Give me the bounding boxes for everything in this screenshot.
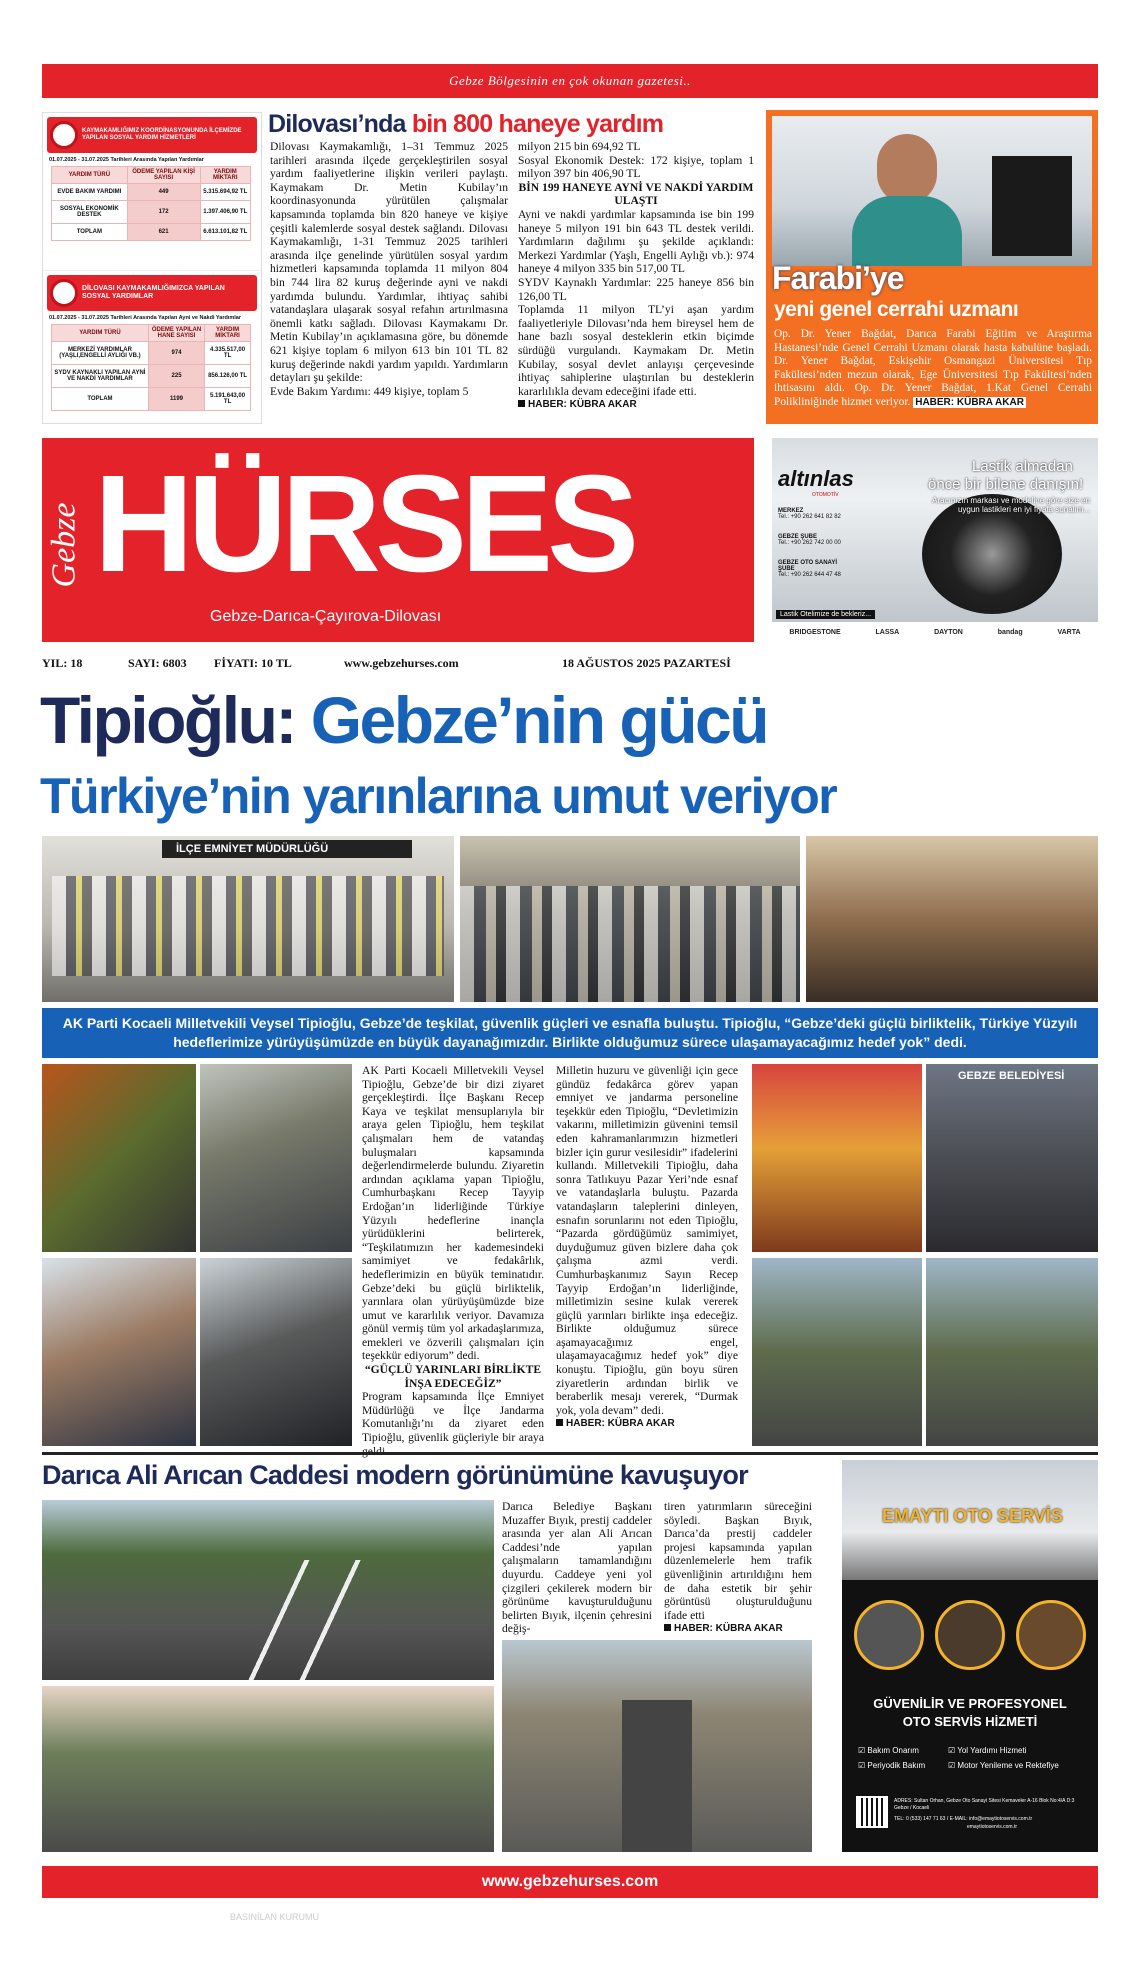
issue-price: FİYATI: 10 TL — [214, 656, 292, 670]
darica-headline: Darıca Ali Arıcan Caddesi modern görünümüne kavuşuyor — [42, 1460, 748, 1490]
photo-group — [460, 836, 800, 1002]
card1-table: YARDIM TÜRÜ ÖDEME YAPILAN KİŞİ SAYISI YARDIM MİKTARI EVDE BAKIM YARDIMI 449 5.315.694,92 TL SOSYAL EKONOMİK DESTEK 172 1.397.406,90 TL TOPLAM 621 6.613.101,82 TL — [51, 166, 251, 241]
footer-bar — [42, 1866, 1098, 1898]
section-divider — [42, 1452, 1098, 1455]
service-photo — [1016, 1600, 1086, 1670]
masthead-name: HÜRSES — [94, 447, 634, 601]
altinlas-blurb: Aracınızın markası ve modeline göre size en uygun lastikleri en iyi fiyata sunalım... — [932, 496, 1090, 514]
altinlas-logo: altınlas — [778, 466, 854, 491]
altinlas-ad: altınlas OTOMOTİV Lastik almadan önce bir bilene danışın! Aracınızın markası ve modeline göre size en uygun lastikleri en iyi fiyata sunalım... MERKEZ Tel.: +90 262 641 82 82 GEBZE ŞUBE Tel.: +90 262 742 00 00 GEBZE OTO SANAYİ ŞUBE Tel.: +90 262 644 47 48 Lastik Otelimize de bekleriz... BRIDGESTONE LASSA DAYTON bandag VARTA — [772, 438, 1098, 642]
photo-street-aerial — [502, 1640, 812, 1852]
masthead — [42, 438, 754, 642]
photo-fruit-stall — [752, 1064, 922, 1252]
dilovasi-subhead: BİN 199 HANEYE AYNİ VE NAKDİ YARDIM ULAŞTI — [518, 180, 754, 208]
dilovasi-col-2: milyon 215 bin 694,92 TL Sosyal Ekonomik Destek: 172 kişiye, toplam 1 milyon 397 bin 406,90 TL BİN 199 HANEYE AYNİ VE NAKDİ YARDIM ULAŞTI Ayni ve nakdi yardımlar kapsamında ise bin 199 haneye 5 milyon 191 bin 643 TL destek verildi. Yardımların dağılımı şu şekilde açıklandı: Merkezi Yardımlar (Yaşlı, Engelli Aylığı vb.): 974 haneye 4 milyon 335 bin 517,00 TL SYDV Kaynaklı Yardımlar: 225 haneye 856 bin 126,00 TL Toplamda 11 milyon TL’yi aşan yardım faaliyetleriyle Dilovası’nda hem bireysel hem de hane bazlı sosyal desteklerin etkin biçimde sürdüğü vurgulandı. Kaymakam Dr. Metin Kubilay, sosyal devlet anlayışı çerçevesinde ihtiyaç sahiplerine ulaştırılan bu desteklerin kararlılıkla devam edeceğini ifade etti. HABER: KÜBRA AKAR — [518, 140, 754, 411]
farabi-title-2: yeni genel cerrahi uzmanı — [774, 298, 1019, 321]
farabi-title-1: Farabi’ye — [772, 260, 904, 296]
card2-table: YARDIM TÜRÜ ÖDEME YAPILAN HANE SAYISI YARDIM MİKTARI MERKEZİ YARDIMLAR (YAŞLI,ENGELLİ AYLIĞI VB.) 974 4.335.517,00 TL SYDV KAYNAKLI YAPILAN AYNİ VE NAKDİ YARDIMLAR 225 856.126,00 TL TOPLAM 1199 5.191.643,00 TL — [51, 324, 251, 411]
photo-municipality — [926, 1064, 1098, 1252]
altinlas-head-1: Lastik almadan — [972, 458, 1073, 475]
emayti-address: ADRES: Sultan Orhan, Gebze Oto Sanayi Sitesi Kemaveler A-16 Blok No:4/A D:3 Gebze / Kocaeli — [894, 1798, 1075, 1811]
issue-bar — [42, 656, 754, 672]
photo-market-6 — [926, 1258, 1098, 1446]
main-subhead: “GÜÇLÜ YARINLARI BİRLİKTE İNŞA EDECEĞİZ” — [364, 1363, 542, 1390]
brand-strip: BRIDGESTONE LASSA DAYTON bandag VARTA — [772, 622, 1098, 642]
service-photos — [854, 1600, 1086, 1670]
farabi-box — [766, 110, 1098, 424]
darica-col-2: tiren yatırımların süreceğini söyledi. Başkan Bıyık, Darıca’da prestij caddeler projesi kapsamında yapılan düzenlemelerle hem trafik güvenliğinin artırıldığını hem de daha estetik bir şehir görüntüsü oluşturulduğunu ifade etti HABER: KÜBRA AKAR — [664, 1500, 812, 1635]
doctor-photo — [772, 116, 1092, 266]
darica-col-1: Darıca Belediye Başkanı Muzaffer Bıyık, prestij caddeler arasında yer alan Ali Arıcan Caddesi’nde yapılan çalışmaların tamamlandığını duyurdu. Caddeye yeni yol çizgileri çekilerek modern bir görünüme kavuşturulduğunu belirten Bıyık, ilçenin çehresini değiş- — [502, 1500, 652, 1636]
service-item: ☑ Yol Yardımı Hizmeti — [948, 1746, 1027, 1755]
card1-title: KAYMAKAMLIĞIMIZ KOORDİNASYONUNDA İLÇEMİZDE YAPILAN SOSYAL YARDIM HİZMETLERİ — [82, 128, 242, 141]
photo-street-2 — [42, 1686, 494, 1852]
municipality-sign: GEBZE BELEDİYESİ — [958, 1070, 1065, 1082]
emayti-head-2: OTO SERVİS HİZMETİ — [902, 1714, 1038, 1729]
footer-site[interactable]: www.gebzehurses.com — [481, 1873, 659, 1890]
gov-infographic — [42, 112, 262, 424]
photo-market-4 — [200, 1258, 352, 1446]
main-col-1: AK Parti Kocaeli Milletvekili Veysel Tipioğlu, Gebze’de bir dizi ziyaret gerçekleştirdi. İlçe Başkanı Recep Kaya ve teşkilat mensuplarıyla bir araya gelen Tipioğlu, hem teşkilat çalışmaları hem de vatandaş buluşmaları kapsamında değerlendirmelerde bulundu. Ziyaretin ardından açıklama yapan Tipioğlu, Cumhurbaşkanı Recep Tayyip Erdoğan’ın liderliğinde Türkiye Yüzyılı hedeflerine inançla yürüdüklerini belirterek, “Teşkilatımızın her kademesindeki samimiyet ve fedakârlık, hedeflerimizin en büyük teminatıdır. Gebze’deki bu güçlü birliktelik, yarınlara olan yürüyüşümüzde bize umut ve kararlılık veriyor. Davamıza gönül vermiş tüm yol arkadaşlarımıza, emekleri ve özverili çalışmaları için teşekkür ediyorum” dedi. “GÜÇLÜ YARINLARI BİRLİKTE İNŞA EDECEĞİZ” Program kapsamında İlçe Emniyet Müdürlüğü ve İlçe Jandarma Komutanlığı’nı da ziyaret eden Tipioğlu, güvenlik güçleriyle bir araya — [362, 1064, 544, 1445]
farabi-body: Op. Dr. Yener Bağdat, Darıca Farabi Eğitim ve Araştırma Hastanesi’nde Genel Cerrahi Uzmanı olarak hasta kabulüne başladı. Dr. Yener Bağdat, Eskişehir Osmangazi Üniversitesi Tıp Fakültesi’nden mezun olarak, Ege Üniversitesi Tıp Fakültesi’nden ihtisasını aldı. Op. Dr. Yener Bağdat, 1.Kat Genel Cerrahi Polikliniğinde hizmet veriyor. HABER: KÜBRA AKAR — [774, 328, 1092, 408]
spot-bar — [42, 1008, 1098, 1058]
slogan: Gebze Bölgesinin en çok okunan gazetesi.. — [449, 73, 691, 88]
emayti-head-1: GÜVENİLİR VE PROFESYONEL — [873, 1696, 1067, 1711]
main-headline-1: Tipioğlu: Gebze’nin gücü — [40, 683, 768, 757]
top-banner — [42, 64, 1098, 98]
info-card-1 — [43, 117, 261, 271]
photo-shop — [806, 836, 1098, 1002]
photo-police — [42, 836, 454, 1002]
photo-street-1 — [42, 1500, 494, 1680]
issue-date: 18 AĞUSTOS 2025 PAZARTESİ — [562, 656, 731, 670]
service-item: ☑ Periyodik Bakım — [858, 1761, 926, 1770]
photo-market-2 — [200, 1064, 352, 1252]
farabi-byline: HABER: KÜBRA AKAR — [915, 396, 1024, 408]
service-list — [858, 1746, 1088, 1770]
dilovasi-col-1: Dilovası Kaymakamlığı, 1–31 Temmuz 2025 tarihleri arasında ilçede gerçekleştirilen sosyal yardım faaliyetlerine ilişkin verileri paylaştı. Kaymakam Dr. Metin Kubilay’ın koordinasyonunda yürütülen çalışmalar kapsamında toplamda bin 820 haneye ve kişiye çeşitli kalemlerde sosyal destek sağlandı. Dilovası Kaymakamlığı, 1-31 Temmuz 2025 tarihleri arasında ilçe genelinde yürütülen sosyal yardım hizmetleri kapsamında toplamda 11 milyon 804 bin 744 lira 82 kuruş değerinde ayni ve nakdi yardımda bulundu. Yardımlar, ihtiyaç sahibi vatandaşlara ulaşarak sosyal refahın artırılmasına önemli katkı sağladı. Dilovası Kaymakamı Dr. Metin Kubilay’ın açıklamasına göre, bu dönemde 621 kişiye toplam 6 milyon 613 bin 101 TL 82 kuruş değerinde nakdi yardım yapıldı. Yardımların detayları şu şekilde: Evde Bakım Yardımı: 449 kişiye, toplam 5 — [270, 140, 508, 398]
issue-number: SAYI: 6803 — [128, 656, 187, 670]
darica-byline: HABER: KÜBRA AKAR — [664, 1622, 812, 1636]
card2-title: DİLOVASI KAYMAKAMLIĞIMIZCA YAPILAN SOSYAL YARDIMLAR — [82, 285, 225, 300]
card2-period: 01.07.2025 - 31.07.2025 Tarihleri Arasında Yapılan Ayni ve Nakdi Yardımlar — [49, 315, 241, 321]
service-item: ☑ Motor Yenileme ve Rektefiye — [948, 1761, 1059, 1770]
issue-site[interactable]: www.gebzehurses.com — [344, 656, 459, 670]
branch-list: MERKEZ Tel.: +90 262 641 82 82 GEBZE ŞUBE Tel.: +90 262 742 00 00 GEBZE OTO SANAYİ ŞUBE Tel.: +90 262 644 47 48 — [778, 508, 841, 578]
service-item: ☑ Bakım Onarım — [858, 1746, 919, 1755]
main-headline-2: Türkiye’nin yarınlarına umut veriyor — [40, 768, 837, 824]
emayti-ad — [842, 1460, 1098, 1852]
service-photo — [854, 1600, 924, 1670]
main-col-2: Milletin huzuru ve güvenliği için gece gündüz fedakârca görev yapan emniyet ve jandarma personeline teşekkür eden Tipioğlu, “Devletimizin vakarını, milletimizin güvenini temsil eden kahramanlarımızın hizmetleri bizler için gurur vesilesidir” ifadelerini kullandı. Milletvekili Tipioğlu, daha sonra Tatlıkuyu Pazar Yeri’nde esnaf ve vatandaşlarla buluştu. Pazarda vatandaşların taleplerini dinleyen, esnafın sorunlarını not eden Tipioğlu, “Pazarda gördüğümüz samimiyet, duyduğumuz güven bizlere daha çok çalışma azmi verdi. Cumhurbaşkanımız Sayın Recep Tayyip Erdoğan’ın liderliğinde, milletimizin sesine kulak vererek güçlü yarınları birlikte inşa edeceğiz. Birlikte olduğumuz sürece aşamayacağımız engel, ulaşamayacağımız hedef yok” diye konuştu. Tipioğlu, gün boyu süren ziyaretlerin ardından birlik ve beraberlik mesajı vererek, “Durmak yok, yola devam” dedi. HABER: KÜBRA AKAR — [556, 1064, 738, 1430]
photo-market-3 — [42, 1258, 196, 1446]
card1-period: 01.07.2025 - 31.07.2025 Tarihleri Arasında Yapılan Yardımlar — [49, 157, 204, 163]
emayti-web: emaytiotoservis.com.tr — [966, 1824, 1017, 1830]
service-photo — [935, 1600, 1005, 1670]
info-card-2 — [43, 275, 261, 431]
emblem-icon — [50, 121, 78, 149]
issue-year: YIL: 18 — [42, 656, 83, 670]
watermark: BASINİLAN KURUMU — [230, 1912, 320, 1922]
qr-code-icon — [856, 1796, 888, 1828]
spot-text: AK Parti Kocaeli Milletvekili Veysel Tipioğlu, Gebze’de teşkilat, güvenlik güçleri ve esnafla buluştu. Tipioğlu, “Gebze’deki güçlü birliktelik, Türkiye Yüzyılı hedeflerimize yürüyüşümüzde en büyük dayanağımızdır. Birlikte olduğumuz sürece ulaşamayacağımız hedef yok” dedi. — [62, 1015, 1078, 1050]
altinlas-head-2: önce bir bilene danışın! — [928, 476, 1084, 493]
dilovasi-headline: Dilovası’nda bin 800 haneye yardım — [268, 110, 664, 138]
emblem-icon — [50, 279, 78, 307]
altinlas-footer: Lastik Otelimize de bekleriz... — [776, 610, 875, 619]
photo-market-5 — [752, 1258, 922, 1446]
photo-market-1 — [42, 1064, 196, 1252]
emayti-name: EMAYTI OTO SERVİS — [882, 1506, 1063, 1526]
masthead-script: Gebze — [45, 502, 83, 588]
dilovasi-byline: HABER: KÜBRA AKAR — [518, 398, 754, 412]
emayti-contact: TEL: 0 (533) 147 71 63 / E-MAIL: info@emaytiotoservis.com.tr — [894, 1816, 1033, 1822]
police-sign: İLÇE EMNİYET MÜDÜRLÜĞÜ — [176, 843, 329, 855]
masthead-tagline: Gebze-Darıca-Çayırova-Dilovası — [210, 608, 442, 625]
main-byline: HABER: KÜBRA AKAR — [556, 1417, 738, 1431]
